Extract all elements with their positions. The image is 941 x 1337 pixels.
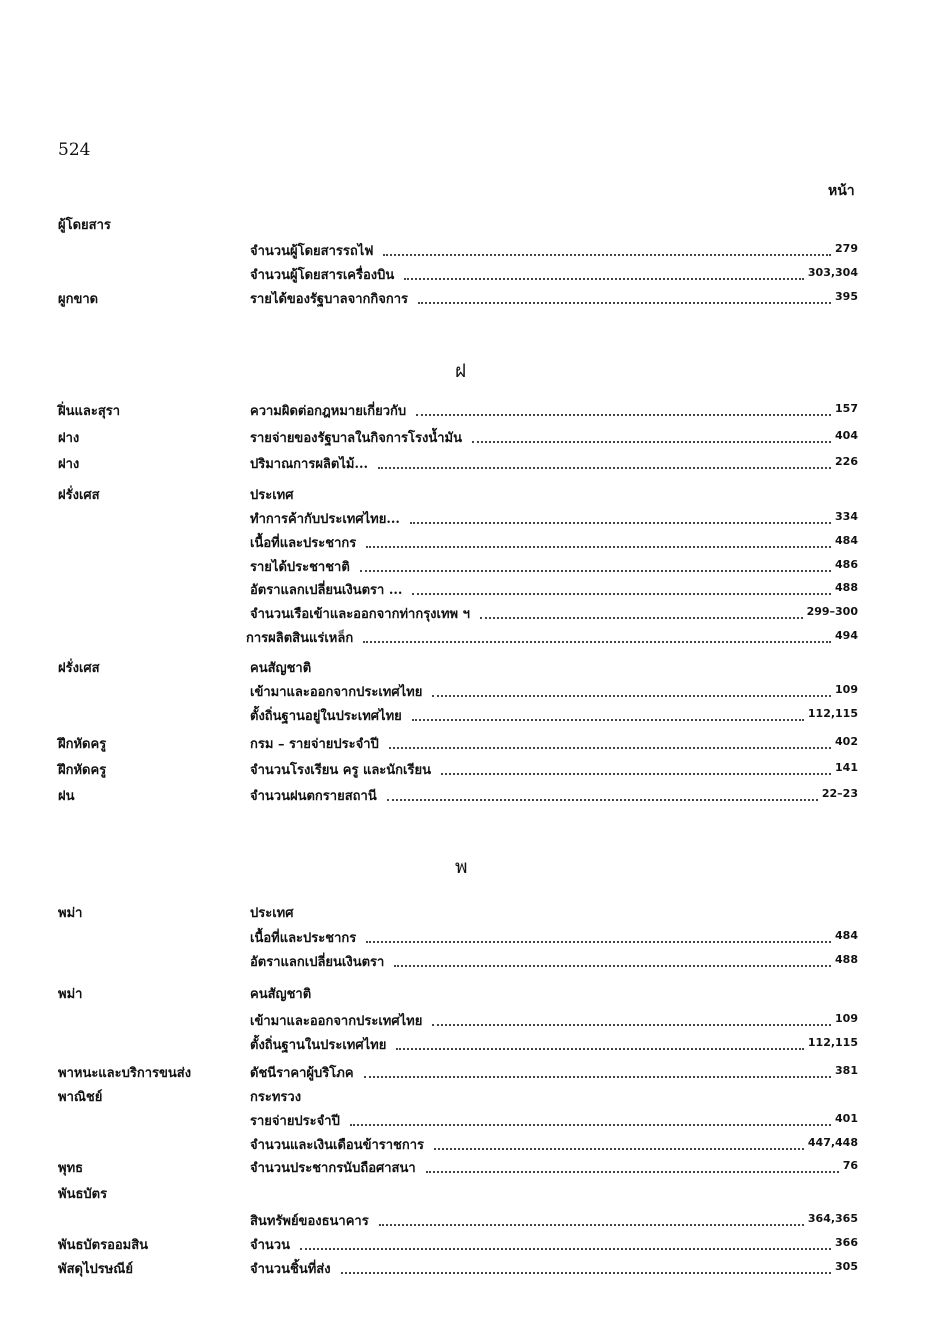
dot-leader [404,264,804,280]
index-entry [58,657,858,681]
dot-leader [366,927,831,943]
page-reference: 401 [835,1112,858,1125]
index-term: ฝรั่งเศส [58,661,100,676]
dot-leader [341,1258,831,1274]
index-term: พันธบัตรออมสิน [58,1238,149,1253]
index-entry [58,1062,858,1086]
entry-label: สินทรัพย์ของธนาคาร [250,1210,375,1231]
index-entry [58,1157,858,1181]
entry-label: ปริมาณการผลิตไม้... [250,453,374,474]
entry-label: เข้ามาและออกจากประเทศไทย [250,1010,428,1031]
index-term: พม่า [58,987,83,1002]
page-reference: 109 [835,683,858,696]
dot-leader [350,1110,831,1126]
entry-label: ประเทศ [250,484,299,505]
page-column-header: หน้า [828,183,855,199]
index-entry [58,240,858,264]
entry-label: เนื้อที่และประชากร [250,532,362,553]
dot-leader [432,681,831,697]
page-reference: 486 [835,558,858,571]
dot-leader [300,1234,831,1250]
dot-leader [434,1134,804,1150]
index-entry [58,453,858,477]
index-term: พุทธ [58,1161,84,1176]
page-reference: 494 [835,629,858,642]
index-entry [58,1183,858,1207]
page-reference: 303,304 [807,266,858,279]
entry-label: กระทรวง [250,1086,307,1107]
index-entry [58,264,858,288]
index-term: พาณิชย์ [58,1090,103,1105]
entry-label: การผลิตสินแร่เหล็ก [246,627,359,648]
dot-leader [432,1010,831,1026]
page-number: 524 [58,140,91,160]
index-entry [58,759,858,783]
page-reference: 109 [835,1012,858,1025]
entry-label: รายได้ของรัฐบาลจากกิจการ [250,288,414,309]
dot-leader [412,579,831,595]
entry-label: จำนวนเรือเข้าและออกจากท่ากรุงเทพ ฯ [250,603,476,624]
page-reference: 279 [835,242,858,255]
entry-label: จำนวนประชากรนับถือศาสนา [250,1157,422,1178]
entry-label: จำนวนผู้โดยสารเครื่องบิน [250,264,400,285]
page-reference: 447,448 [807,1136,858,1149]
entry-label: ดัชนีราคาผู้บริโภค [250,1062,360,1083]
dot-leader [366,532,831,548]
index-entry [58,1034,858,1058]
index-entry [58,1210,858,1234]
page-reference: 22–23 [821,787,858,800]
index-entry [58,1258,858,1282]
page-reference: 381 [835,1064,858,1077]
index-entry [58,603,858,627]
index-term: ฝิ่นและสุรา [58,404,121,419]
index-entry [58,1010,858,1034]
index-entry [58,902,858,926]
page-reference: 305 [835,1260,858,1273]
page-reference: 226 [835,455,858,468]
index-term: ฝึกหัดครู [58,763,107,778]
entry-label: เนื้อที่และประชากร [250,927,362,948]
entry-label: อัตราแลกเปลี่ยนเงินตรา ... [250,579,408,600]
entry-label: รายจ่ายประจำปี [250,1110,346,1131]
dot-leader [480,603,803,619]
index-term: ฝรั่งเศส [58,488,100,503]
dot-leader [387,785,818,801]
index-entry [58,705,858,729]
section-letter: ฝ [455,360,467,382]
index-entry [58,983,858,1007]
index-entry [58,1134,858,1158]
dot-leader [416,400,831,416]
page-reference: 141 [835,761,858,774]
dot-leader [389,733,831,749]
entry-label: จำนวนฝนตกรายสถานี [250,785,383,806]
index-term: พัสดุไปรษณีย์ [58,1262,133,1277]
index-term: พม่า [58,906,83,921]
index-entry [58,214,858,238]
entry-label: คนสัญชาติ [250,983,317,1004]
entry-label: จำนวน [250,1234,296,1255]
index-entry [58,556,858,580]
dot-leader [379,1210,804,1226]
entry-label: อัตราแลกเปลี่ยนเงินตรา [250,951,390,972]
dot-leader [383,240,831,256]
dot-leader [396,1034,804,1050]
dot-leader [363,627,831,643]
page-reference: 395 [835,290,858,303]
index-term: พาหนะและบริการขนส่ง [58,1066,192,1081]
section-letter: พ [455,856,468,878]
page-reference: 484 [835,929,858,942]
entry-label: ทำการค้ากับประเทศไทย... [250,508,406,529]
index-entry [58,951,858,975]
page-reference: 157 [835,402,858,415]
page-reference: 402 [835,735,858,748]
page-reference: 488 [835,953,858,966]
page-reference: 484 [835,534,858,547]
index-entry [58,532,858,556]
index-term: ฝาง [58,431,80,446]
index-entry [58,1234,858,1258]
page-reference: 404 [835,429,858,442]
index-entry [58,785,858,809]
page-reference: 112,115 [807,707,858,720]
entry-label: จำนวนและเงินเดือนข้าราชการ [250,1134,430,1155]
entry-label: รายได้ประชาชาติ [250,556,356,577]
dot-leader [418,288,831,304]
page-reference: 112,115 [807,1036,858,1049]
index-term: ฝาง [58,457,80,472]
index-entry [58,484,858,508]
index-entry [58,1086,858,1110]
index-term: พันธบัตร [58,1187,108,1202]
index-entry [58,1110,858,1134]
index-entry [58,400,858,424]
dot-leader [412,705,804,721]
index-entry [58,927,858,951]
entry-label: จำนวนโรงเรียน ครู และนักเรียน [250,759,437,780]
entry-label: ตั้งถิ่นฐานในประเทศไทย [250,1034,392,1055]
entry-label: คนสัญชาติ [250,657,317,678]
page-reference: 76 [842,1159,858,1172]
index-entry [58,579,858,603]
page-reference: 366 [835,1236,858,1249]
index-term: ผูกขาด [58,292,99,307]
entry-label: จำนวนผู้โดยสารรถไฟ [250,240,379,261]
dot-leader [410,508,831,524]
index-entry [58,733,858,757]
index-term: ฝน [58,789,75,804]
index-entry [58,508,858,532]
index-term: ฝึกหัดครู [58,737,107,752]
page-reference: 364,365 [807,1212,858,1225]
entry-label: ความผิดต่อกฎหมายเกี่ยวกับ [250,400,412,421]
entry-label: ประเทศ [250,902,299,923]
index-term: ผู้โดยสาร [58,218,111,233]
index-entry [58,288,858,312]
entry-label: รายจ่ายของรัฐบาลในกิจการโรงน้ำมัน [250,427,468,448]
dot-leader [394,951,831,967]
index-entry [58,427,858,451]
dot-leader [364,1062,832,1078]
dot-leader [426,1157,839,1173]
dot-leader [360,556,831,572]
entry-label: กรม – รายจ่ายประจำปี [250,733,385,754]
entry-label: จำนวนชิ้นที่ส่ง [250,1258,337,1279]
entry-label: ตั้งถิ่นฐานอยู่ในประเทศไทย [250,705,408,726]
index-entry [58,681,858,705]
index-entry [58,627,858,651]
page-reference: 334 [835,510,858,523]
dot-leader [378,453,831,469]
dot-leader [441,759,831,775]
page-reference: 488 [835,581,858,594]
entry-label: เข้ามาและออกจากประเทศไทย [250,681,428,702]
page-reference: 299–300 [806,605,858,618]
dot-leader [472,427,831,443]
